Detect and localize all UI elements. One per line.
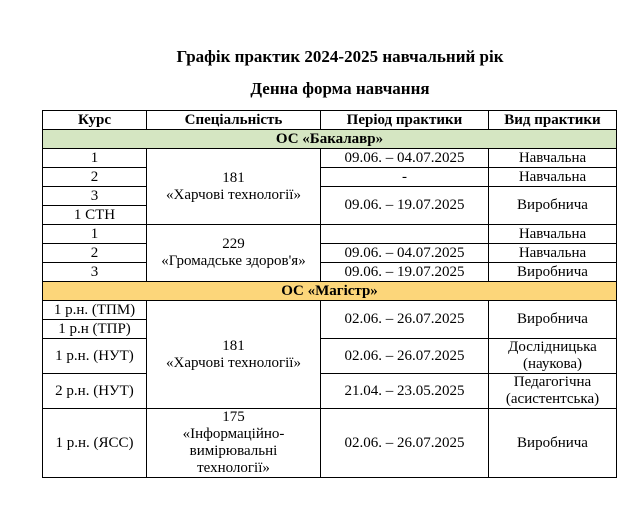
specialty-cell-229 [147, 225, 321, 282]
section-master: ОС «Магістр» [43, 282, 617, 301]
table-row [43, 409, 617, 478]
type-line-2: (асистентська) [505, 391, 600, 407]
period-cell: 02.06. – 26.07.2025 [321, 409, 489, 478]
table-row [43, 263, 617, 282]
table-row [43, 149, 617, 168]
type-cell: Виробнича [489, 301, 617, 339]
specialty-name-line-1: «Інформаційно- [182, 426, 285, 442]
table-row [43, 301, 617, 320]
course-cell: 1 р.н (ТПР) [43, 320, 147, 339]
type-line-1: Дослідницька [508, 339, 597, 355]
period-cell: - [321, 168, 489, 187]
specialty-code: 175 [222, 409, 245, 425]
header-type: Вид практики [489, 111, 617, 130]
period-cell: 02.06. – 26.07.2025 [321, 339, 489, 374]
specialty-cell-181 [147, 149, 321, 225]
course-cell: 1 р.н. (ТПМ) [43, 301, 147, 320]
specialty-name: «Громадське здоров'я» [161, 253, 306, 269]
type-cell: Виробнича [489, 187, 617, 225]
course-cell: 1 р.н. (ЯСС) [43, 409, 147, 478]
section-row-bachelor [43, 130, 617, 149]
course-cell: 2 [43, 168, 147, 187]
specialty-cell-175 [147, 409, 321, 478]
header-specialty: Спеціальність [147, 111, 321, 130]
specialty-code: 181 [222, 169, 245, 186]
course-cell: 1 [43, 225, 147, 244]
table-row [43, 374, 617, 409]
course-cell: 3 [43, 263, 147, 282]
period-cell: 02.06. – 26.07.2025 [321, 301, 489, 339]
specialty-code: 229 [222, 236, 245, 252]
specialty-code: 181 [222, 337, 245, 354]
table-header-row [43, 111, 617, 130]
type-cell: Виробнича [489, 409, 617, 478]
course-cell: 2 р.н. (НУТ) [43, 374, 147, 409]
course-cell: 1 [43, 149, 147, 168]
type-cell [489, 374, 617, 409]
type-line-2: (наукова) [523, 356, 582, 372]
specialty-name: «Харчові технології» [166, 186, 301, 203]
period-cell: 21.04. – 23.05.2025 [321, 374, 489, 409]
table-row [43, 187, 617, 206]
course-cell: 1 СТН [43, 206, 147, 225]
type-line-1: Педагогічна [513, 374, 592, 390]
period-cell: 09.06. – 19.07.2025 [321, 187, 489, 225]
header-period: Період практики [321, 111, 489, 130]
practice-schedule-table [42, 110, 617, 478]
course-cell: 3 [43, 187, 147, 206]
period-cell: 09.06. – 04.07.2025 [321, 244, 489, 263]
specialty-name-line-3: технології» [197, 460, 270, 476]
section-bachelor: ОС «Бакалавр» [43, 130, 617, 149]
specialty-cell-181 [147, 301, 321, 409]
table-row [43, 225, 617, 244]
type-cell: Навчальна [489, 168, 617, 187]
section-row-master [43, 282, 617, 301]
specialty-name-line-2: вимірювальні [189, 443, 278, 459]
type-cell [489, 339, 617, 374]
type-cell: Виробнича [489, 263, 617, 282]
type-cell: Навчальна [489, 244, 617, 263]
table-row [43, 244, 617, 263]
header-course: Курс [43, 111, 147, 130]
type-cell: Навчальна [489, 149, 617, 168]
table-row [43, 339, 617, 374]
period-cell: 09.06. – 19.07.2025 [321, 263, 489, 282]
type-cell: Навчальна [489, 225, 617, 244]
table-row [43, 168, 617, 187]
period-cell [321, 225, 489, 244]
specialty-name: «Харчові технології» [166, 354, 301, 371]
period-cell: 09.06. – 04.07.2025 [321, 149, 489, 168]
page-title: Графік практик 2024-2025 навчальний рік [176, 47, 504, 66]
page-subtitle: Денна форма навчання [250, 79, 430, 98]
course-cell: 2 [43, 244, 147, 263]
course-cell: 1 р.н. (НУТ) [43, 339, 147, 374]
